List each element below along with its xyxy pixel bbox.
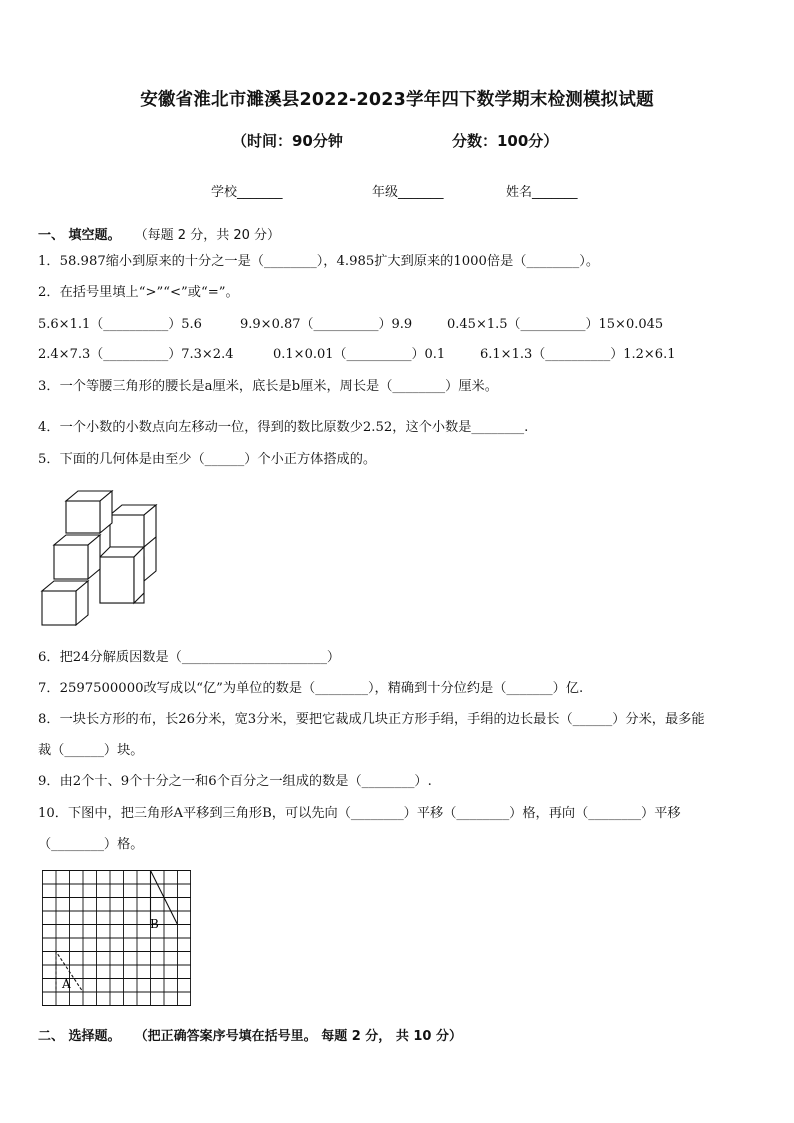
- question-7: 7．2597500000改写成以“亿”为单位的数是（________），精确到十分位约是（_______）亿.: [38, 681, 584, 696]
- question-4: 4．一个小数的小数点向左移动一位，得到的数比原数少2.52，这个小数是________.: [38, 420, 529, 435]
- section-2-header: [38, 1025, 462, 1044]
- label-a: A: [62, 977, 71, 991]
- name-field[interactable]: 姓名_______: [506, 185, 578, 200]
- section-1-heading: 一、 填空题。: [38, 228, 121, 243]
- question-5: 5．下面的几何体是由至少（______）个小正方体搭成的。: [38, 452, 377, 467]
- question-10-line-2: （________）格。: [38, 837, 144, 852]
- grid-figure: [42, 870, 192, 1008]
- compare-6: 6.1×1.3（__________）1.2×6.1: [480, 347, 676, 362]
- question-8-line-1: 8．一块长方形的布，长26分米，宽3分米，要把它裁成几块正方形手绢，手绢的边长最长（______）分米，最多能: [38, 712, 705, 727]
- question-6: 6．把24分解质因数是（______________________）: [38, 650, 341, 665]
- compare-2: 9.9×0.87（__________）9.9: [240, 317, 413, 332]
- exam-time: （时间：90分钟: [232, 132, 343, 150]
- label-b: B: [150, 917, 159, 931]
- question-9: 9．由2个十、9个十分之一和6个百分之一组成的数是（________）.: [38, 774, 432, 789]
- question-3: 3．一个等腰三角形的腰长是a厘米，底长是b厘米，周长是（________）厘米。: [38, 379, 498, 394]
- section-2-note: （把正确答案序号填在括号里。 每题 2 分， 共 10 分）: [134, 1029, 462, 1044]
- compare-3: 0.45×1.5（__________）15×0.045: [447, 317, 664, 332]
- section-2-heading: 二、 选择题。: [38, 1029, 121, 1044]
- page-title: 安徽省淮北市濉溪县2022-2023学年四下数学期末检测模拟试题: [140, 90, 654, 110]
- section-1-note: （每题 2 分，共 20 分）: [134, 228, 281, 243]
- question-2: 2．在括号里填上“>”“<”或“=”。: [38, 285, 239, 300]
- cubes-figure: [38, 485, 163, 630]
- school-field[interactable]: 学校_______: [211, 185, 283, 200]
- question-1: 1．58.987缩小到原来的十分之一是（________），4.985扩大到原来的1000倍是（________）。: [38, 254, 600, 269]
- section-1-header: [38, 224, 280, 243]
- exam-score: 分数：100分）: [452, 132, 559, 150]
- compare-4: 2.4×7.3（__________）7.3×2.4: [38, 347, 234, 362]
- compare-5: 0.1×0.01（__________）0.1: [273, 347, 446, 362]
- question-10-line-1: 10．下图中，把三角形A平移到三角形B，可以先向（________）平移（________）格，再向（________）平移: [38, 806, 681, 821]
- compare-1: 5.6×1.1（__________）5.6: [38, 317, 202, 332]
- grade-field[interactable]: 年级_______: [372, 185, 444, 200]
- question-8-line-2: 裁（______）块。: [38, 743, 144, 758]
